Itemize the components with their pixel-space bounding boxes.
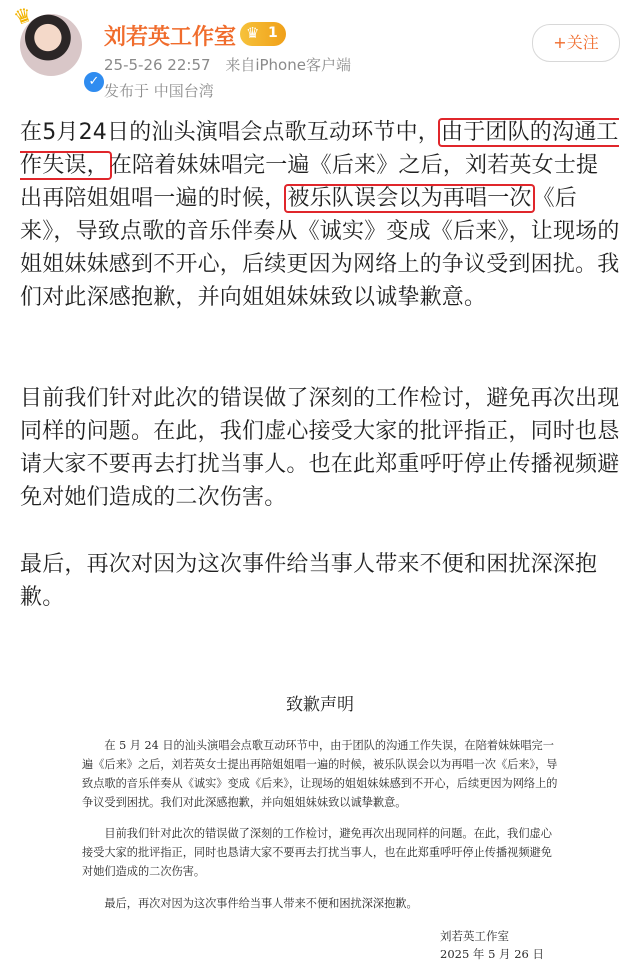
post-paragraph-3: 最后，再次对因为这次事件给当事人带来不便和困扰深深抱歉。 [20, 552, 598, 610]
post-paragraph-2: 目前我们针对此次的错误做了深刻的工作检讨，避免再次出现同样的问题。在此，我们虚心接受大家的批评指正，同时也恳请大家不要再去打扰当事人。也在此郑重呼吁停止传播视频避免对她们造成的二次伤害。 [20, 386, 620, 510]
avatar[interactable] [10, 1, 100, 89]
post-location: 发布于 中国台湾 [104, 82, 214, 100]
highlighted-phrase: 被乐队误会以为再唱一次 [287, 186, 532, 211]
statement-paragraph-2: 目前我们针对此次的错误做了深刻的工作检讨，避免再次出现同样的问题。在此，我们虚心接受大家的批评指正，同时也恳请大家不要再去打扰当事人，也在此郑重呼吁停止传播视频避免对她们造成的二次伤害。 [82, 827, 552, 878]
statement-paragraph-1: 在 5 月 24 日的汕头演唱会点歌互动环节中，由于团队的沟通工作失误，在陪着妹妹唱完一遍《后来》之后，刘若英女士提出再陪姐姐唱一遍的时候，被乐队误会以为再唱一次《后来》，导致点歌的音乐伴奏从《诚实》变成《后来》，让现场的姐姐妹妹感到不开心，后续更因为网络上的争议受到困扰。我们对此深感抱歉，并向姐姐妹妹致以诚挚歉意。 [82, 739, 558, 809]
post-paragraph-1 [20, 116, 620, 314]
statement-signature: 刘若英工作室 [440, 929, 509, 943]
follow-button[interactable]: +关注 [532, 24, 620, 62]
post-meta [104, 54, 361, 75]
text-segment: 在陪着妹妹唱完一遍《后来》之后，刘若英女士提出再陪姐姐唱一遍的时候， [20, 153, 599, 211]
text-segment: 《后来》，导致点歌的音乐伴奏从《诚实》变成《后来》，让现场的姐姐妹妹感到不开心，后续更因为网络上的争议受到困扰。我们对此深感抱歉，并向姐姐妹妹致以诚挚歉意。 [20, 186, 620, 310]
crown-icon: ♛ [10, 1, 36, 31]
vip-badge[interactable] [240, 22, 286, 46]
statement-paragraph-3: 最后，再次对因为这次事件给当事人带来不便和困扰深深抱歉。 [104, 897, 418, 910]
highlighted-phrase: 由于团队的沟通工作失误， [20, 120, 619, 178]
statement-date: 2025 年 5 月 26 日 [440, 947, 544, 961]
vip-level: 1 [268, 25, 278, 41]
text-segment: 在5月24日的汕头演唱会点歌互动环节中， [20, 120, 440, 145]
account-name[interactable]: 刘若英工作室 [104, 25, 237, 50]
post-source: 来自iPhone客户端 [225, 56, 351, 74]
statement-title: 致歉声明 [286, 695, 354, 715]
post-timestamp: 25-5-26 22:57 [104, 56, 211, 74]
verified-icon: ✓ [82, 70, 106, 94]
vip-crown-icon: ♛ [246, 24, 260, 42]
